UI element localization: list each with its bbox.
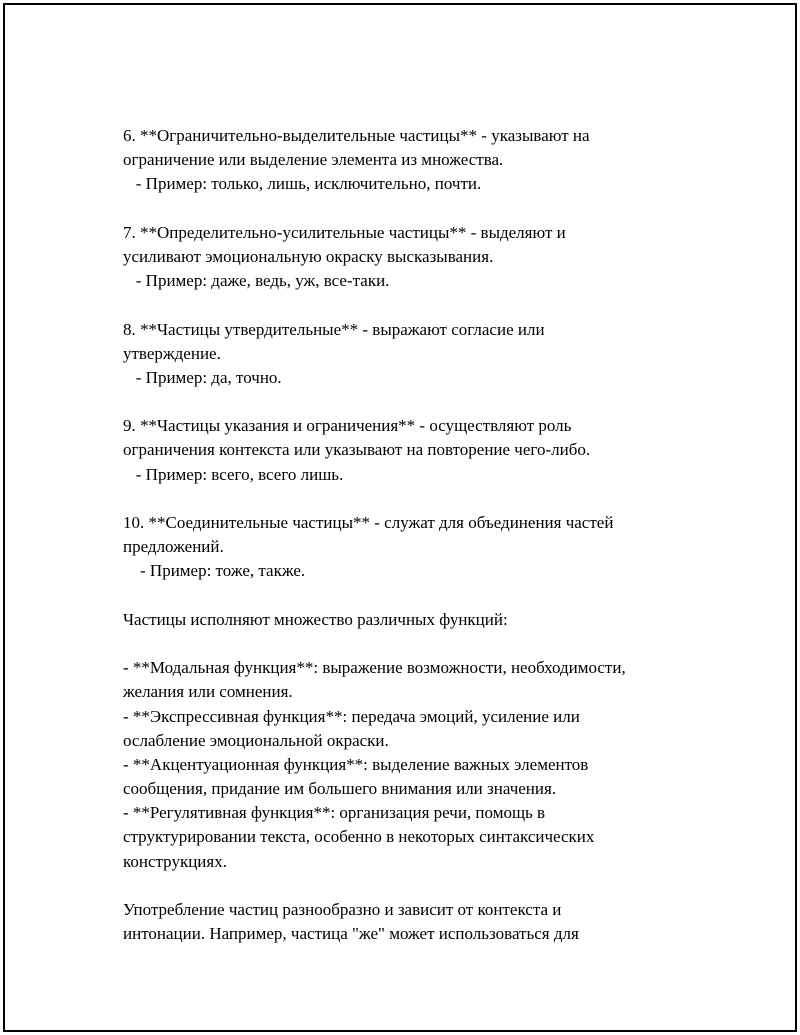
text-line: 8. **Частицы утвердительные** - выражают согласие или (123, 319, 545, 339)
text-line: - **Модальная функция**: выражение возможности, необходимости, (123, 658, 626, 678)
blank-line (123, 487, 683, 511)
blank-line (123, 293, 683, 317)
text-line: - Пример: всего, всего лишь. (123, 464, 344, 484)
blank-line (123, 632, 683, 656)
text-line: 7. **Определительно-усилительные частицы** - выделяют и (123, 222, 566, 242)
page-frame (3, 3, 797, 1032)
text-line: - **Акцентуационная функция**: выделение важных элементов (123, 754, 589, 774)
text-line: 9. **Частицы указания и ограничения** - осуществляют роль (123, 416, 572, 436)
text-line: Употребление частиц разнообразно и зависит от контекста и (123, 900, 562, 919)
text-line: - **Регулятивная функция**: организация речи, помощь в (123, 803, 546, 823)
text-line: желания или сомнения. (123, 682, 293, 702)
text-line: ограничения контекста или указывают на повторение чего-либо. (123, 440, 591, 460)
text-line: - **Экспрессивная функция**: передача эмоций, усиление или (123, 706, 580, 726)
text-line: 10. **Соединительные частицы** - служат для объединения частей (123, 513, 614, 532)
text-line: усиливают эмоциональную окраску высказывания. (123, 246, 494, 266)
text-line: интонации. Например, частица "же" может использоваться для (123, 924, 579, 944)
text-line: - Пример: даже, ведь, уж, все-таки. (123, 271, 390, 291)
text-line: - Пример: только, лишь, исключительно, почти. (123, 174, 482, 194)
blank-line (123, 390, 683, 414)
page-content (123, 124, 683, 946)
text-line: Частицы исполняют множество различных функций: (123, 609, 508, 629)
blank-line (123, 584, 683, 608)
text-line: ослабление эмоциональной окраски. (123, 730, 389, 750)
blank-line (123, 874, 683, 898)
text-line: ограничение или выделение элемента из множества. (123, 150, 504, 170)
text-line: сообщения, придание им большего внимания или значения. (123, 779, 557, 799)
text-line: 6. **Ограничительно-выделительные частицы** - указывают на (123, 126, 590, 145)
text-line: конструкциях. (123, 851, 227, 871)
text-line: предложений. (123, 537, 224, 557)
text-line: - Пример: тоже, также. (123, 561, 306, 581)
text-line: - Пример: да, точно. (123, 367, 282, 387)
text-line: утверждение. (123, 343, 221, 363)
blank-line (123, 197, 683, 221)
text-line: структурировании текста, особенно в некоторых синтаксических (123, 827, 595, 847)
